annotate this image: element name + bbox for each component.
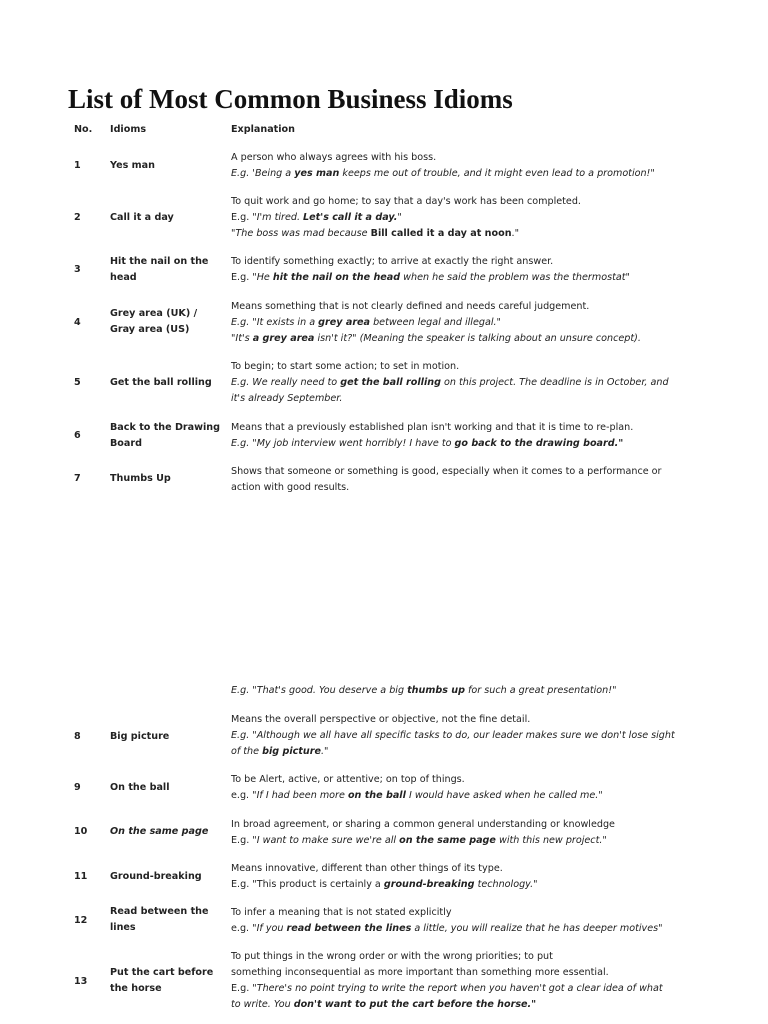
explanation-text: Let's call it a day. (303, 212, 398, 223)
explanation-text: A person who always agrees with his boss. (231, 152, 437, 163)
explanation-text: big picture (262, 746, 321, 757)
explanation-text: To put things in the wrong order or with the wrong priorities; to put (231, 951, 553, 962)
explanation-text: I'm tired. (256, 212, 304, 223)
idiom-name: Hit the nail on the head (110, 256, 209, 283)
explanation-text: of the (231, 746, 263, 757)
explanation-text: between legal and illegal." (370, 317, 501, 328)
explanation-line (231, 905, 651, 921)
explanation-text: to write. You (231, 999, 294, 1010)
explanation-line (231, 744, 651, 760)
explanation-line (231, 464, 662, 480)
explanation-line (231, 315, 651, 331)
explanation-text: Means the overall perspective or objective, not the fine detail. (231, 714, 531, 725)
idiom-name: Yes man (110, 160, 155, 171)
explanation-line (231, 420, 651, 436)
idiom-name: Get the ball rolling (110, 377, 212, 388)
idiom-explanation (231, 817, 651, 849)
explanation-text: on the ball (347, 790, 406, 801)
idiom-name: On the same page (110, 826, 209, 837)
explanation-line (231, 728, 675, 744)
explanation-text: " (231, 228, 236, 239)
idiom-explanation (231, 299, 651, 347)
explanation-line (231, 299, 651, 315)
explanation-text: E.g. "It exists in a (231, 317, 319, 328)
explanation-line (231, 877, 651, 893)
explanation-text: E.g. " (231, 983, 257, 994)
explanation-text: grey area (318, 317, 371, 328)
row-number: 1 (74, 160, 81, 171)
explanation-text: In broad agreement, or sharing a common general understanding or knowledge (231, 819, 615, 830)
explanation-line (231, 949, 651, 965)
explanation-line (231, 331, 651, 347)
explanation-text: The boss was mad because (235, 228, 371, 239)
explanation-text: If I had been more (256, 790, 348, 801)
row-number: 8 (74, 731, 81, 742)
explanation-text: go back to the drawing board." (454, 438, 624, 449)
row-number: 7 (74, 473, 81, 484)
idiom-explanation (231, 905, 663, 937)
explanation-text: E.g. "My job interview went horribly! I have to (231, 438, 455, 449)
explanation-line (231, 150, 651, 166)
explanation-text: I would have asked when he called me." (405, 790, 603, 801)
explanation-line (231, 270, 651, 286)
explanation-text: a grey area (252, 333, 315, 344)
idiom-explanation (231, 712, 675, 760)
idiom-explanation (231, 359, 669, 407)
explanation-text: " (397, 212, 402, 223)
row-number: 4 (74, 317, 81, 328)
explanation-text: There's no point trying to write the report when you haven't got a clear idea of what (256, 983, 663, 994)
idiom-explanation (231, 949, 663, 1013)
explanation-line (231, 965, 651, 981)
explanation-text: He (256, 272, 273, 283)
explanation-text: Bill called it a day at noon (370, 228, 512, 239)
explanation-text: something inconsequential as more important than something more essential. (231, 967, 609, 978)
explanation-text: E.g. " (231, 835, 257, 846)
column-header-idioms: Idioms (110, 124, 147, 135)
explanation-text: "It's (231, 333, 253, 344)
explanation-text: To infer a meaning that is not stated explicitly (231, 907, 452, 918)
explanation-text: Means that a previously established plan isn't working and that it is time to re-plan. (231, 422, 634, 433)
idiom-explanation (231, 254, 651, 286)
idiom-name: On the ball (110, 782, 170, 793)
idiom-name: Ground-breaking (110, 871, 202, 882)
explanation-text: E.g. " (231, 272, 257, 283)
explanation-text: ." (320, 746, 329, 757)
column-header-explanation: Explanation (231, 124, 295, 135)
row-number: 11 (74, 871, 88, 882)
row-number: 2 (74, 212, 81, 223)
explanation-line (231, 861, 651, 877)
explanation-text: E.g. 'Being a (231, 168, 295, 179)
explanation-text: E.g. "This product is certainly a (231, 879, 384, 890)
explanation-line (231, 359, 651, 375)
explanation-text: it's already September. (231, 393, 343, 404)
page-title: List of Most Common Business Idioms (68, 84, 513, 114)
idiom-name: Back to the Drawing Board (110, 422, 220, 449)
explanation-text: technology." (474, 879, 538, 890)
explanation-text: don't want to put the cart before the horse." (293, 999, 537, 1010)
column-header-no: No. (74, 124, 93, 135)
explanation-line (231, 194, 651, 210)
explanation-text: read between the lines (286, 923, 412, 934)
explanation-text: To identify something exactly; to arrive at exactly the right answer. (231, 256, 554, 267)
idiom-name: Call it a day (110, 212, 174, 223)
explanation-line (231, 921, 663, 937)
idiom-name: Read between the lines (110, 906, 209, 933)
explanation-text: E.g. We really need to (231, 377, 341, 388)
explanation-text: on this project. The deadline is in October, and (440, 377, 669, 388)
explanation-text: isn't it?" (Meaning the speaker is talking about an unsure concept). (314, 333, 641, 344)
explanation-line (231, 480, 651, 496)
idiom-explanation-continued (231, 683, 651, 699)
explanation-line (231, 226, 651, 242)
explanation-line (231, 788, 651, 804)
explanation-line (231, 817, 651, 833)
explanation-line (231, 833, 651, 849)
explanation-text: thumbs up (407, 685, 465, 696)
explanation-line (231, 997, 651, 1013)
explanation-text: keeps me out of trouble, and it might even lead to a promotion!" (339, 168, 655, 179)
idiom-explanation (231, 194, 651, 242)
explanation-text: I want to make sure we're all (256, 835, 400, 846)
idiom-explanation (231, 420, 651, 452)
explanation-text: ground-breaking (383, 879, 475, 890)
explanation-text: To quit work and go home; to say that a day's work has been completed. (231, 196, 581, 207)
explanation-text: on the same page (399, 835, 496, 846)
row-number: 10 (74, 826, 88, 837)
explanation-line (231, 981, 663, 997)
explanation-text: when he said the problem was the thermostat" (400, 272, 630, 283)
idiom-explanation (231, 150, 655, 182)
row-number: 5 (74, 377, 81, 388)
explanation-text: E.g. "Although we all have all specific tasks to do, our leader makes sure we don't lose sight (231, 730, 675, 741)
row-number: 6 (74, 430, 81, 441)
explanation-line (231, 210, 651, 226)
idiom-name: Put the cart before the horse (110, 967, 214, 994)
explanation-line (231, 436, 651, 452)
row-number: 9 (74, 782, 81, 793)
explanation-text: Shows that someone or something is good, especially when it comes to a performance or (231, 466, 662, 477)
explanation-text: e.g. " (231, 923, 257, 934)
explanation-line (231, 375, 669, 391)
idiom-name: Grey area (UK) / Gray area (US) (110, 308, 198, 335)
explanation-text: a little, you will realize that he has deeper motives" (411, 923, 663, 934)
explanation-line (231, 254, 651, 270)
explanation-text: To begin; to start some action; to set in motion. (231, 361, 460, 372)
explanation-text: ." (511, 228, 519, 239)
explanation-text: e.g. " (231, 790, 257, 801)
idiom-explanation (231, 772, 651, 804)
explanation-line (231, 683, 651, 699)
row-number: 12 (74, 915, 88, 926)
idiom-explanation (231, 464, 662, 496)
row-number: 13 (74, 976, 88, 987)
explanation-line (231, 712, 651, 728)
idiom-name: Big picture (110, 731, 170, 742)
explanation-line (231, 391, 651, 407)
explanation-text: get the ball rolling (340, 377, 441, 388)
explanation-text: action with good results. (231, 482, 350, 493)
explanation-line (231, 166, 655, 182)
row-number: 3 (74, 264, 81, 275)
explanation-text: with this new project." (495, 835, 607, 846)
explanation-text: E.g. "That's good. You deserve a big (231, 685, 408, 696)
explanation-text: To be Alert, active, or attentive; on top of things. (231, 774, 465, 785)
explanation-text: for such a great presentation!" (464, 685, 617, 696)
explanation-text: hit the nail on the head (272, 272, 401, 283)
explanation-text: If you (256, 923, 287, 934)
explanation-text: E.g. " (231, 212, 257, 223)
explanation-line (231, 772, 651, 788)
idiom-name: Thumbs Up (110, 473, 171, 484)
explanation-text: Means something that is not clearly defined and needs careful judgement. (231, 301, 590, 312)
idiom-explanation (231, 861, 651, 893)
explanation-text: Means innovative, different than other things of its type. (231, 863, 503, 874)
explanation-text: yes man (294, 168, 340, 179)
